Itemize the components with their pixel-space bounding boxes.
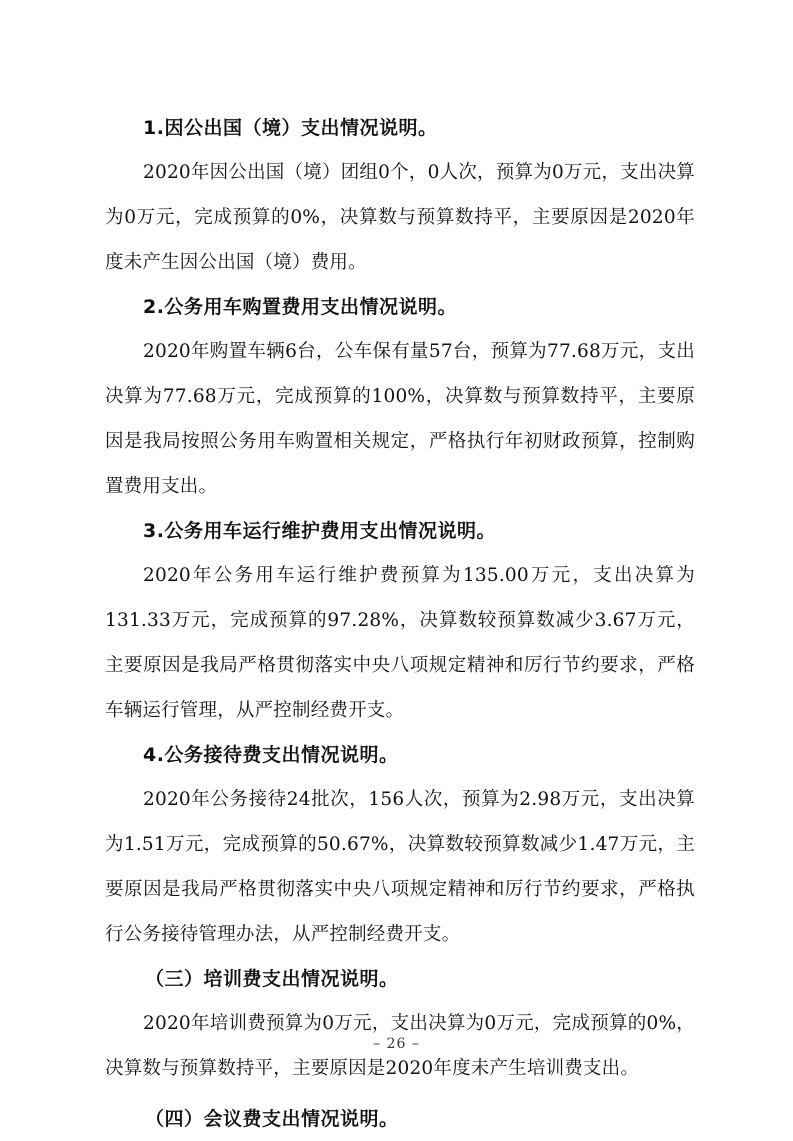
section-paragraph-vehicle-purchase: 2020年购置车辆6台，公车保有量57台，预算为77.68万元，支出决算为77.68万元，完成预算的100%，决算数与预算数持平，主要原因是我局按照公务用车购置相关规定，严格执行年初财政预算，控制购置费用支出。 — [105, 341, 695, 497]
section-paragraph-training: 2020年培训费预算为0万元，支出决算为0万元，完成预算的0%，决算数与预算数持平，主要原因是2020年度未产生培训费支出。 — [105, 1013, 695, 1079]
section-heading-training: （三）培训费支出情况说明。 — [145, 968, 399, 990]
section-paragraph-vehicle-maintenance: 2020年公务用车运行维护费预算为135.00万元，支出决算为131.33万元，完成预算的97.28%，决算数较预算数减少3.67万元，主要原因是我局严格贯彻落实中央八项规定精神和厉行节约要求，严格车辆运行管理，从严控制经费开支。 — [105, 565, 695, 721]
section-heading-reception: 4.公务接待费支出情况说明。 — [143, 744, 399, 766]
section-heading-vehicle-purchase: 2.公务用车购置费用支出情况说明。 — [143, 296, 457, 318]
section-paragraph-overseas: 2020年因公出国（境）团组0个，0人次，预算为0万元，支出决算为0万元，完成预算的0%，决算数与预算数持平，主要原因是2020年度未产生因公出国（境）费用。 — [105, 162, 695, 273]
document-body — [105, 106, 695, 1141]
section-heading-vehicle-maintenance: 3.公务用车运行维护费用支出情况说明。 — [143, 520, 496, 542]
section-heading-meeting: （四）会议费支出情况说明。 — [145, 1108, 399, 1130]
page-number: – 26 – — [373, 1036, 420, 1052]
section-paragraph-reception: 2020年公务接待24批次，156人次，预算为2.98万元，支出决算为1.51万元，完成预算的50.67%，决算数较预算数减少1.47万元，主要原因是我局严格贯彻落实中央八项规定精神和厉行节约要求，严格执行公务接待管理办法，从严控制经费开支。 — [105, 789, 695, 945]
section-heading-overseas: 1.因公出国（境）支出情况说明。 — [143, 117, 438, 139]
